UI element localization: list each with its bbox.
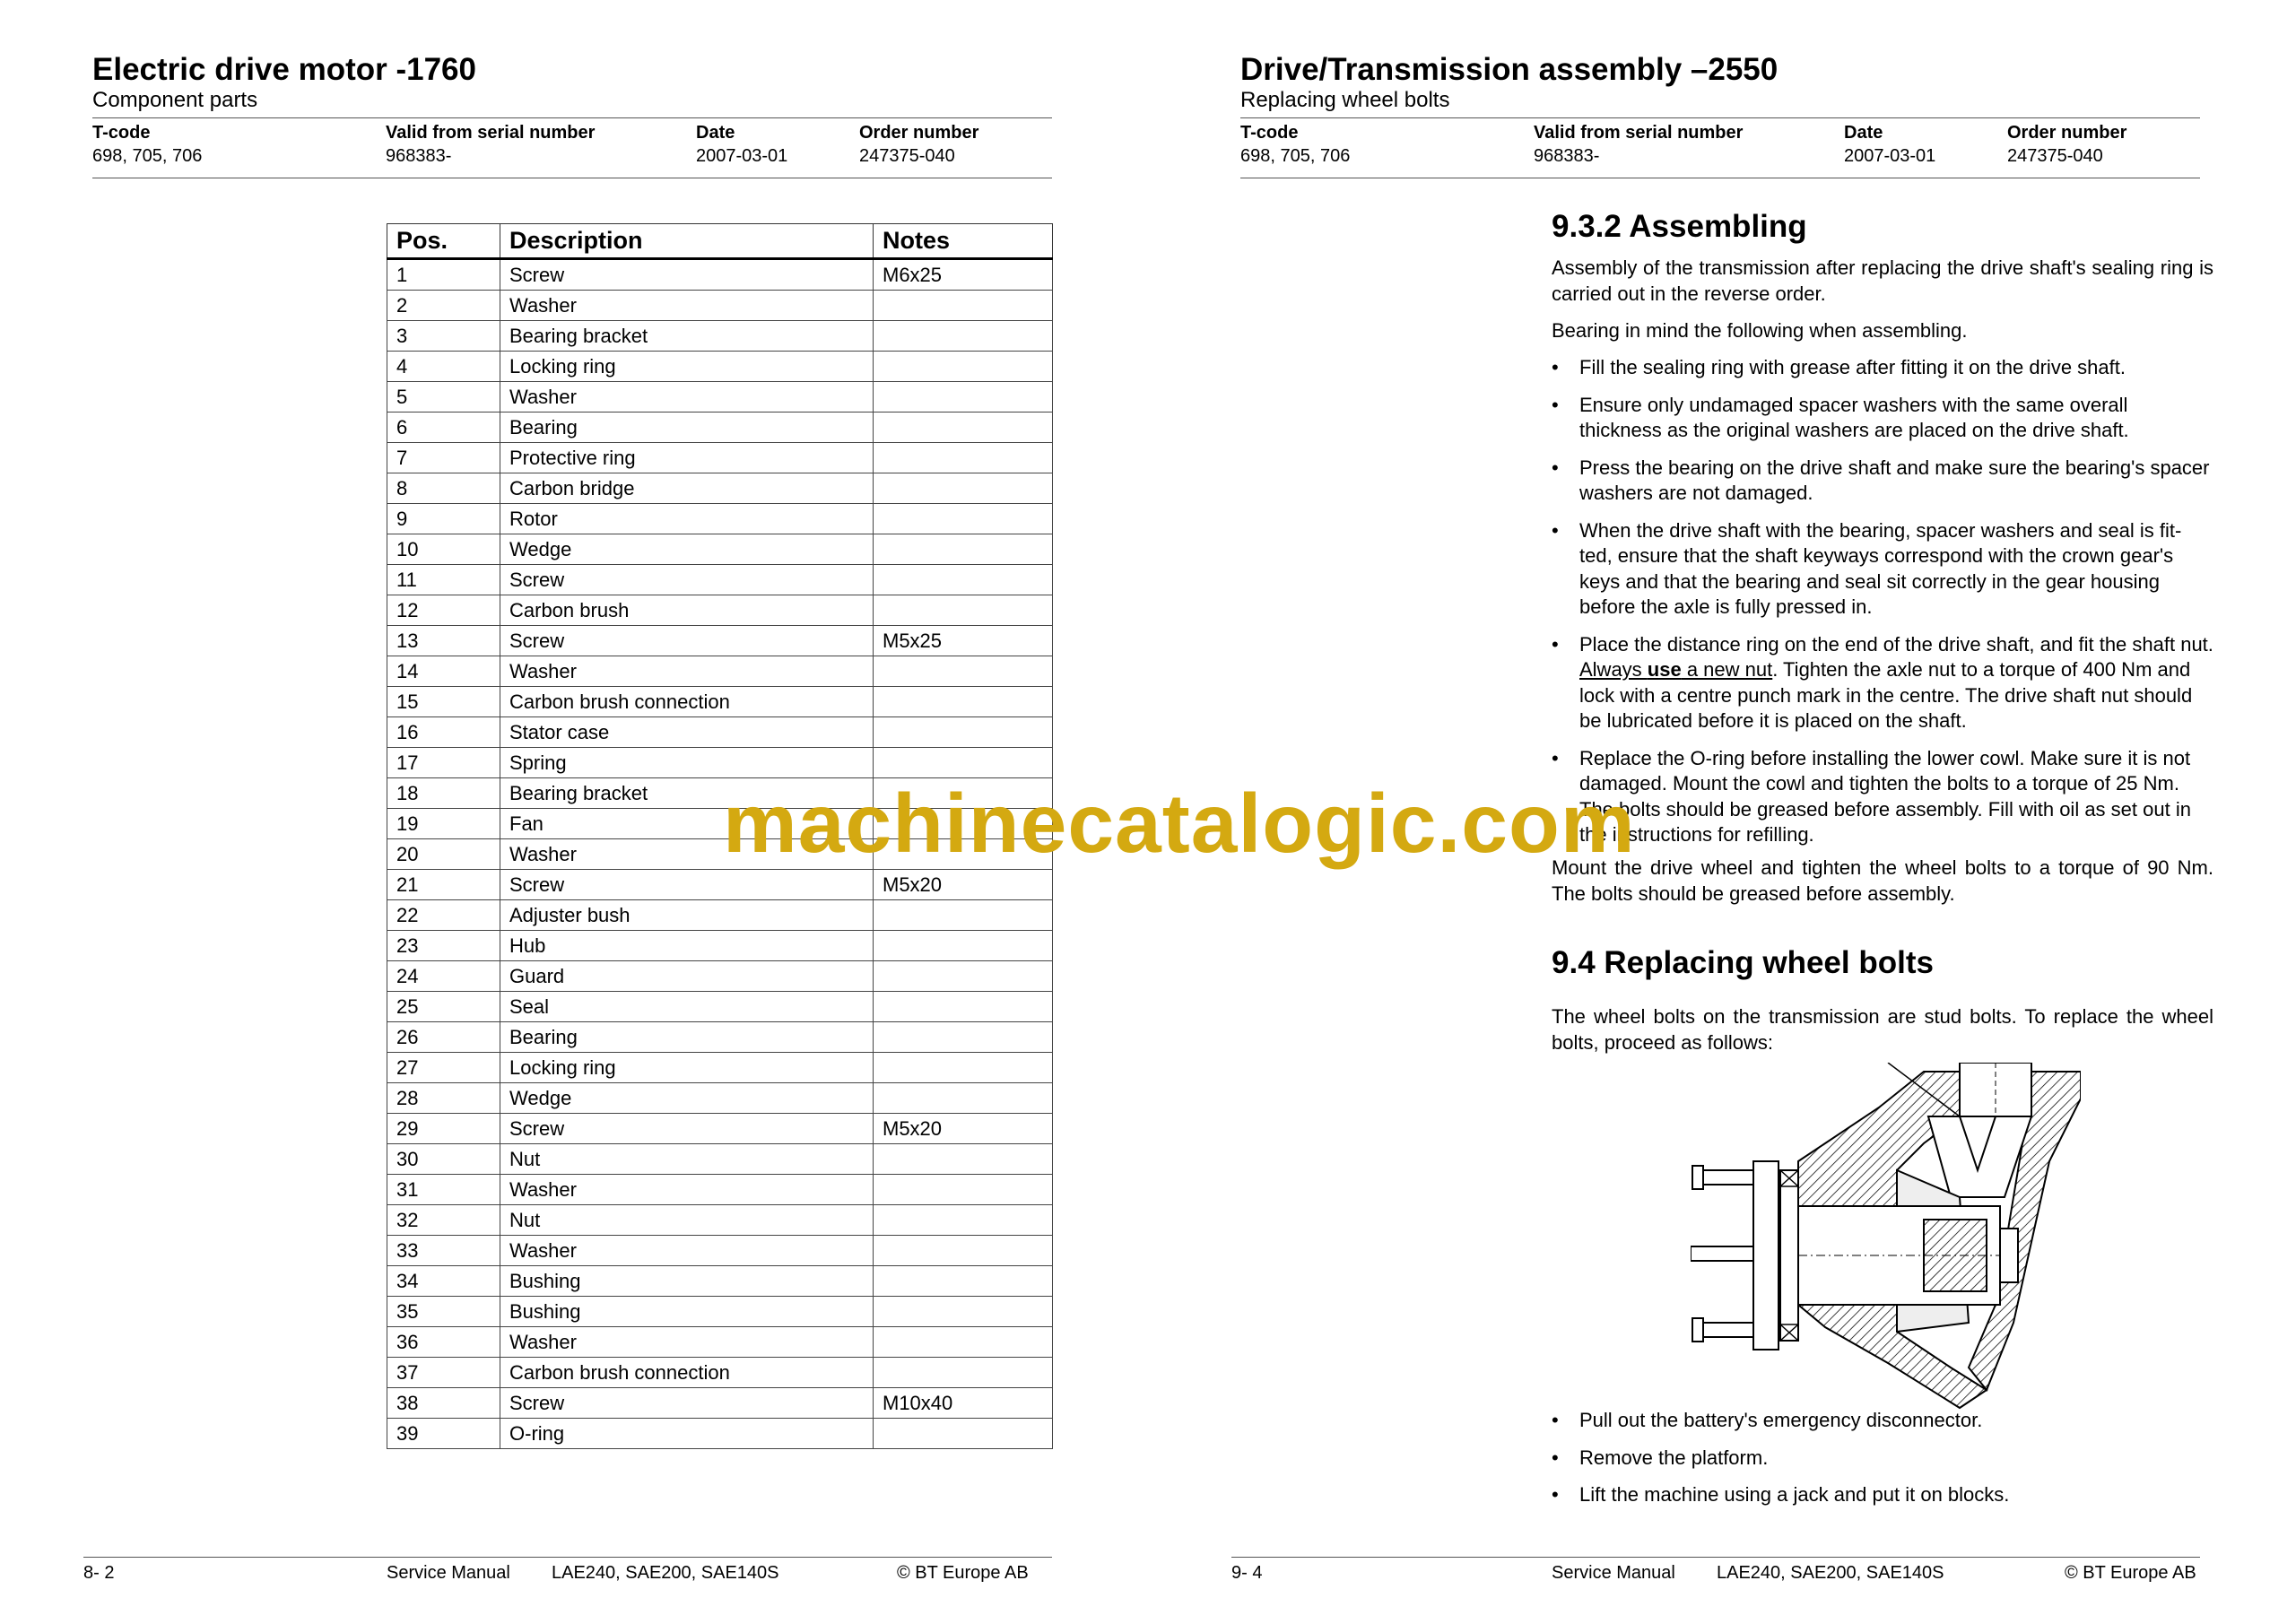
wheel-bolts-bullet-list — [1552, 1408, 2213, 1520]
table-row — [387, 473, 1053, 504]
list-item: • Replace the O-ring before installing the lower cowl. Make sure it is not damaged. Mount the cowl and tighten the bolts to a torque of 25 Nm. The bolts should be greased before assembly. Fill with oil as set out in the instructions for refilling. — [1552, 746, 2191, 846]
cell-pos: 1 — [387, 259, 500, 291]
bullet-icon: • — [1552, 746, 1559, 769]
cell-description: Rotor — [500, 504, 874, 534]
table-row — [387, 352, 1053, 382]
cell-notes — [874, 382, 1053, 413]
table-row — [387, 321, 1053, 352]
table-row — [387, 717, 1053, 748]
cell-pos: 5 — [387, 382, 500, 413]
cell-pos: 35 — [387, 1297, 500, 1327]
cell-pos: 10 — [387, 534, 500, 565]
table-row — [387, 259, 1053, 291]
cell-notes — [874, 504, 1053, 534]
cell-description: Wedge — [500, 1083, 874, 1114]
cell-notes — [874, 656, 1053, 687]
meta-header-tcode: T-code — [1240, 123, 1299, 143]
bullet-icon: • — [1552, 632, 1559, 656]
section-heading-assembling: 9.3.2 Assembling — [1552, 209, 1807, 244]
cell-pos: 16 — [387, 717, 500, 748]
cell-description: Wedge — [500, 534, 874, 565]
cell-pos: 18 — [387, 778, 500, 809]
cell-pos: 30 — [387, 1144, 500, 1175]
cell-notes: M5x25 — [874, 626, 1053, 656]
cell-description: Washer — [500, 382, 874, 413]
cell-description: Bearing — [500, 413, 874, 443]
cell-description: Screw — [500, 626, 874, 656]
section-heading-replacing-wheel-bolts: 9.4 Replacing wheel bolts — [1552, 945, 1934, 980]
meta-header-order: Order number — [859, 123, 979, 143]
cell-pos: 19 — [387, 809, 500, 839]
col-header-description: Description — [500, 224, 874, 259]
cell-description: Washer — [500, 1327, 874, 1358]
cell-pos: 23 — [387, 931, 500, 961]
bullet-icon: • — [1552, 1409, 1559, 1431]
cell-pos: 21 — [387, 870, 500, 900]
meta-header-tcode: T-code — [92, 123, 151, 143]
cell-notes — [874, 900, 1053, 931]
meta-value-date: 2007-03-01 — [696, 146, 788, 166]
cell-description: Bushing — [500, 1266, 874, 1297]
bullet-icon: • — [1552, 1483, 1559, 1506]
cell-description: Screw — [500, 1388, 874, 1419]
footer-models: LAE240, SAE200, SAE140S — [1717, 1563, 1944, 1583]
table-row — [387, 1114, 1053, 1144]
cell-description: Bearing bracket — [500, 321, 874, 352]
paragraph-assembly-order: Assembly of the transmission after replacing the drive shaft's sealing ring is carried out in the reverse order. — [1552, 256, 2213, 305]
cell-description: Screw — [500, 565, 874, 595]
bullet-icon: • — [1552, 518, 1559, 542]
cell-notes — [874, 1083, 1053, 1114]
cell-notes — [874, 321, 1053, 352]
table-row — [387, 443, 1053, 473]
table-row — [387, 900, 1053, 931]
cell-pos: 11 — [387, 565, 500, 595]
meta-value-tcode: 698, 705, 706 — [1240, 146, 1351, 166]
cell-description: Hub — [500, 931, 874, 961]
meta-value-order: 247375-040 — [859, 146, 955, 166]
meta-value-serial: 968383- — [1534, 146, 1600, 166]
table-row — [387, 1053, 1053, 1083]
cell-description: Washer — [500, 656, 874, 687]
footer-copyright: © BT Europe AB — [2065, 1563, 2196, 1583]
table-row — [387, 961, 1053, 992]
cell-description: Spring — [500, 748, 874, 778]
cell-pos: 37 — [387, 1358, 500, 1388]
cell-description: Nut — [500, 1144, 874, 1175]
footer-page-number: 9- 4 — [1231, 1563, 1263, 1583]
table-row — [387, 1419, 1053, 1449]
use-emphasis: use — [1647, 658, 1682, 681]
header-rule — [1240, 117, 2200, 118]
cell-notes — [874, 1327, 1053, 1358]
cell-pos: 34 — [387, 1266, 500, 1297]
parts-table-header-row — [387, 224, 1053, 259]
list-item: • Pull out the battery's emergency disconnector. — [1552, 1408, 2213, 1434]
list-item: • Fill the sealing ring with grease after fitting it on the drive shaft. — [1552, 355, 2213, 381]
cell-description: Screw — [500, 870, 874, 900]
cell-notes — [874, 291, 1053, 321]
cell-pos: 22 — [387, 900, 500, 931]
col-header-notes: Notes — [874, 224, 1053, 259]
cell-notes — [874, 687, 1053, 717]
cell-description: Carbon brush connection — [500, 1358, 874, 1388]
cell-notes — [874, 352, 1053, 382]
table-row — [387, 931, 1053, 961]
cell-description: Carbon brush connection — [500, 687, 874, 717]
table-row — [387, 534, 1053, 565]
cell-pos: 20 — [387, 839, 500, 870]
table-row — [387, 992, 1053, 1022]
page-title: Drive/Transmission assembly –2550 — [1240, 52, 1779, 87]
cell-notes — [874, 443, 1053, 473]
cell-pos: 9 — [387, 504, 500, 534]
cell-pos: 6 — [387, 413, 500, 443]
meta-header-date: Date — [696, 123, 735, 143]
cell-notes — [874, 1266, 1053, 1297]
cell-pos: 28 — [387, 1083, 500, 1114]
cell-description: Washer — [500, 1236, 874, 1266]
header-rule — [92, 117, 1052, 118]
always-text: Always — [1579, 658, 1648, 681]
cell-description: Guard — [500, 961, 874, 992]
cell-description: O-ring — [500, 1419, 874, 1449]
cell-pos: 29 — [387, 1114, 500, 1144]
paragraph-stud-bolts: The wheel bolts on the transmission are stud bolts. To replace the wheel bolts, proceed as follows: — [1552, 1005, 2213, 1054]
table-row — [387, 504, 1053, 534]
cell-pos: 17 — [387, 748, 500, 778]
cell-pos: 24 — [387, 961, 500, 992]
cell-description: Locking ring — [500, 1053, 874, 1083]
cell-pos: 32 — [387, 1205, 500, 1236]
table-row — [387, 1175, 1053, 1205]
meta-value-serial: 968383- — [386, 146, 452, 166]
cell-pos: 12 — [387, 595, 500, 626]
cell-notes — [874, 534, 1053, 565]
cell-description: Nut — [500, 1205, 874, 1236]
cell-pos: 36 — [387, 1327, 500, 1358]
page-subtitle: Replacing wheel bolts — [1240, 88, 1450, 112]
table-row — [387, 1358, 1053, 1388]
table-row — [387, 870, 1053, 900]
table-row — [387, 1327, 1053, 1358]
table-row — [387, 748, 1053, 778]
cell-pos: 27 — [387, 1053, 500, 1083]
table-row — [387, 595, 1053, 626]
cell-pos: 31 — [387, 1175, 500, 1205]
table-row — [387, 291, 1053, 321]
meta-header-order: Order number — [2007, 123, 2127, 143]
cell-pos: 15 — [387, 687, 500, 717]
cell-pos: 4 — [387, 352, 500, 382]
footer-page-number: 8- 2 — [83, 1563, 115, 1583]
cell-notes — [874, 717, 1053, 748]
table-row — [387, 1388, 1053, 1419]
table-row — [387, 1236, 1053, 1266]
cell-notes: M5x20 — [874, 1114, 1053, 1144]
meta-value-tcode: 698, 705, 706 — [92, 146, 203, 166]
cell-notes — [874, 1297, 1053, 1327]
table-row — [387, 1205, 1053, 1236]
cell-description: Stator case — [500, 717, 874, 748]
new-nut-text: a new nut — [1681, 658, 1773, 681]
cell-pos: 26 — [387, 1022, 500, 1053]
footer-rule — [1231, 1557, 2200, 1558]
cell-description: Bearing — [500, 1022, 874, 1053]
table-row — [387, 1022, 1053, 1053]
cell-notes: M10x40 — [874, 1388, 1053, 1419]
footer-manual: Service Manual — [387, 1563, 510, 1583]
cell-pos: 38 — [387, 1388, 500, 1419]
table-row — [387, 413, 1053, 443]
cell-notes: M6x25 — [874, 259, 1053, 291]
table-row — [387, 626, 1053, 656]
footer-rule — [83, 1557, 1052, 1558]
table-row — [387, 565, 1053, 595]
table-row — [387, 1144, 1053, 1175]
cell-description: Locking ring — [500, 352, 874, 382]
bullet-icon: • — [1552, 393, 1559, 416]
cell-pos: 2 — [387, 291, 500, 321]
footer-models: LAE240, SAE200, SAE140S — [552, 1563, 779, 1583]
cell-notes — [874, 595, 1053, 626]
cell-notes: M5x20 — [874, 870, 1053, 900]
list-item: • Press the bearing on the drive shaft and make sure the bearing's spacer washers are not damaged. — [1552, 456, 2210, 504]
cell-pos: 25 — [387, 992, 500, 1022]
cell-description: Adjuster bush — [500, 900, 874, 931]
meta-header-serial: Valid from serial number — [1534, 123, 1744, 143]
meta-header-serial: Valid from serial number — [386, 123, 596, 143]
table-row — [387, 687, 1053, 717]
cell-notes — [874, 961, 1053, 992]
meta-header-date: Date — [1844, 123, 1883, 143]
cell-notes — [874, 413, 1053, 443]
cell-notes — [874, 1419, 1053, 1449]
cell-description: Carbon brush — [500, 595, 874, 626]
assembling-bullet-list — [1552, 355, 2213, 860]
bullet-icon: • — [1552, 356, 1559, 378]
table-row — [387, 1266, 1053, 1297]
col-header-pos: Pos. — [387, 224, 500, 259]
table-row — [387, 1297, 1053, 1327]
cell-pos: 33 — [387, 1236, 500, 1266]
table-row — [387, 382, 1053, 413]
cell-notes — [874, 1053, 1053, 1083]
cell-description: Carbon bridge — [500, 473, 874, 504]
page-title: Electric drive motor -1760 — [92, 52, 476, 87]
list-item: • Remove the platform. — [1552, 1446, 2213, 1472]
footer-manual: Service Manual — [1552, 1563, 1675, 1583]
cell-description: Washer — [500, 839, 874, 870]
cell-notes — [874, 931, 1053, 961]
cell-pos: 3 — [387, 321, 500, 352]
cell-notes — [874, 1175, 1053, 1205]
cell-description: Protective ring — [500, 443, 874, 473]
cell-notes — [874, 1022, 1053, 1053]
watermark: machinecatalogic.com — [723, 777, 1636, 870]
cell-pos: 8 — [387, 473, 500, 504]
cell-notes — [874, 992, 1053, 1022]
footer-copyright: © BT Europe AB — [897, 1563, 1029, 1583]
cell-notes — [874, 748, 1053, 778]
cell-notes — [874, 473, 1053, 504]
cell-notes — [874, 1236, 1053, 1266]
meta-value-date: 2007-03-01 — [1844, 146, 1936, 166]
cell-notes — [874, 565, 1053, 595]
table-row — [387, 1083, 1053, 1114]
cell-pos: 7 — [387, 443, 500, 473]
paragraph-mount-wheel: Mount the drive wheel and tighten the wheel bolts to a torque of 90 Nm. The bolts should be greased before assembly. — [1552, 856, 2213, 905]
bullet-icon: • — [1552, 456, 1559, 479]
cell-description: Bearing bracket — [500, 778, 874, 809]
cell-pos: 14 — [387, 656, 500, 687]
cell-pos: 39 — [387, 1419, 500, 1449]
list-item: • Lift the machine using a jack and put it on blocks. — [1552, 1482, 2213, 1508]
cell-description: Screw — [500, 1114, 874, 1144]
cell-notes — [874, 1205, 1053, 1236]
transmission-cross-section-illustration — [1691, 1063, 2081, 1412]
list-item: • When the drive shaft with the bearing, spacer washers and seal is fit-ted, ensure that the shaft keyways correspond with the crown gear's keys and that the bearing and seal sit correctly in the gear housing before the axle is fully pressed in. — [1552, 518, 2182, 618]
cell-description: Seal — [500, 992, 874, 1022]
cell-notes — [874, 1358, 1053, 1388]
list-item: • Ensure only undamaged spacer washers with the same overall thickness as the original washers are placed on the drive shaft. — [1552, 393, 2129, 441]
table-row — [387, 656, 1053, 687]
meta-value-order: 247375-040 — [2007, 146, 2103, 166]
cell-pos: 13 — [387, 626, 500, 656]
cell-description: Washer — [500, 1175, 874, 1205]
page-subtitle: Component parts — [92, 88, 258, 112]
paragraph-bearing-in-mind: Bearing in mind the following when assembling. — [1552, 319, 1968, 342]
cell-description: Fan — [500, 809, 874, 839]
cell-description: Bushing — [500, 1297, 874, 1327]
cell-description: Screw — [500, 259, 874, 291]
cell-notes — [874, 1144, 1053, 1175]
list-item: • Place the distance ring on the end of the drive shaft, and fit the shaft nut. Always use a new nut. Tighten the axle nut to a torque of 400 Nm and lock with a centre punch mark in the centre. The drive shaft nut should be lubricated before it is placed on the shaft. — [1552, 632, 2213, 732]
bullet-icon: • — [1552, 1446, 1559, 1469]
cell-description: Washer — [500, 291, 874, 321]
